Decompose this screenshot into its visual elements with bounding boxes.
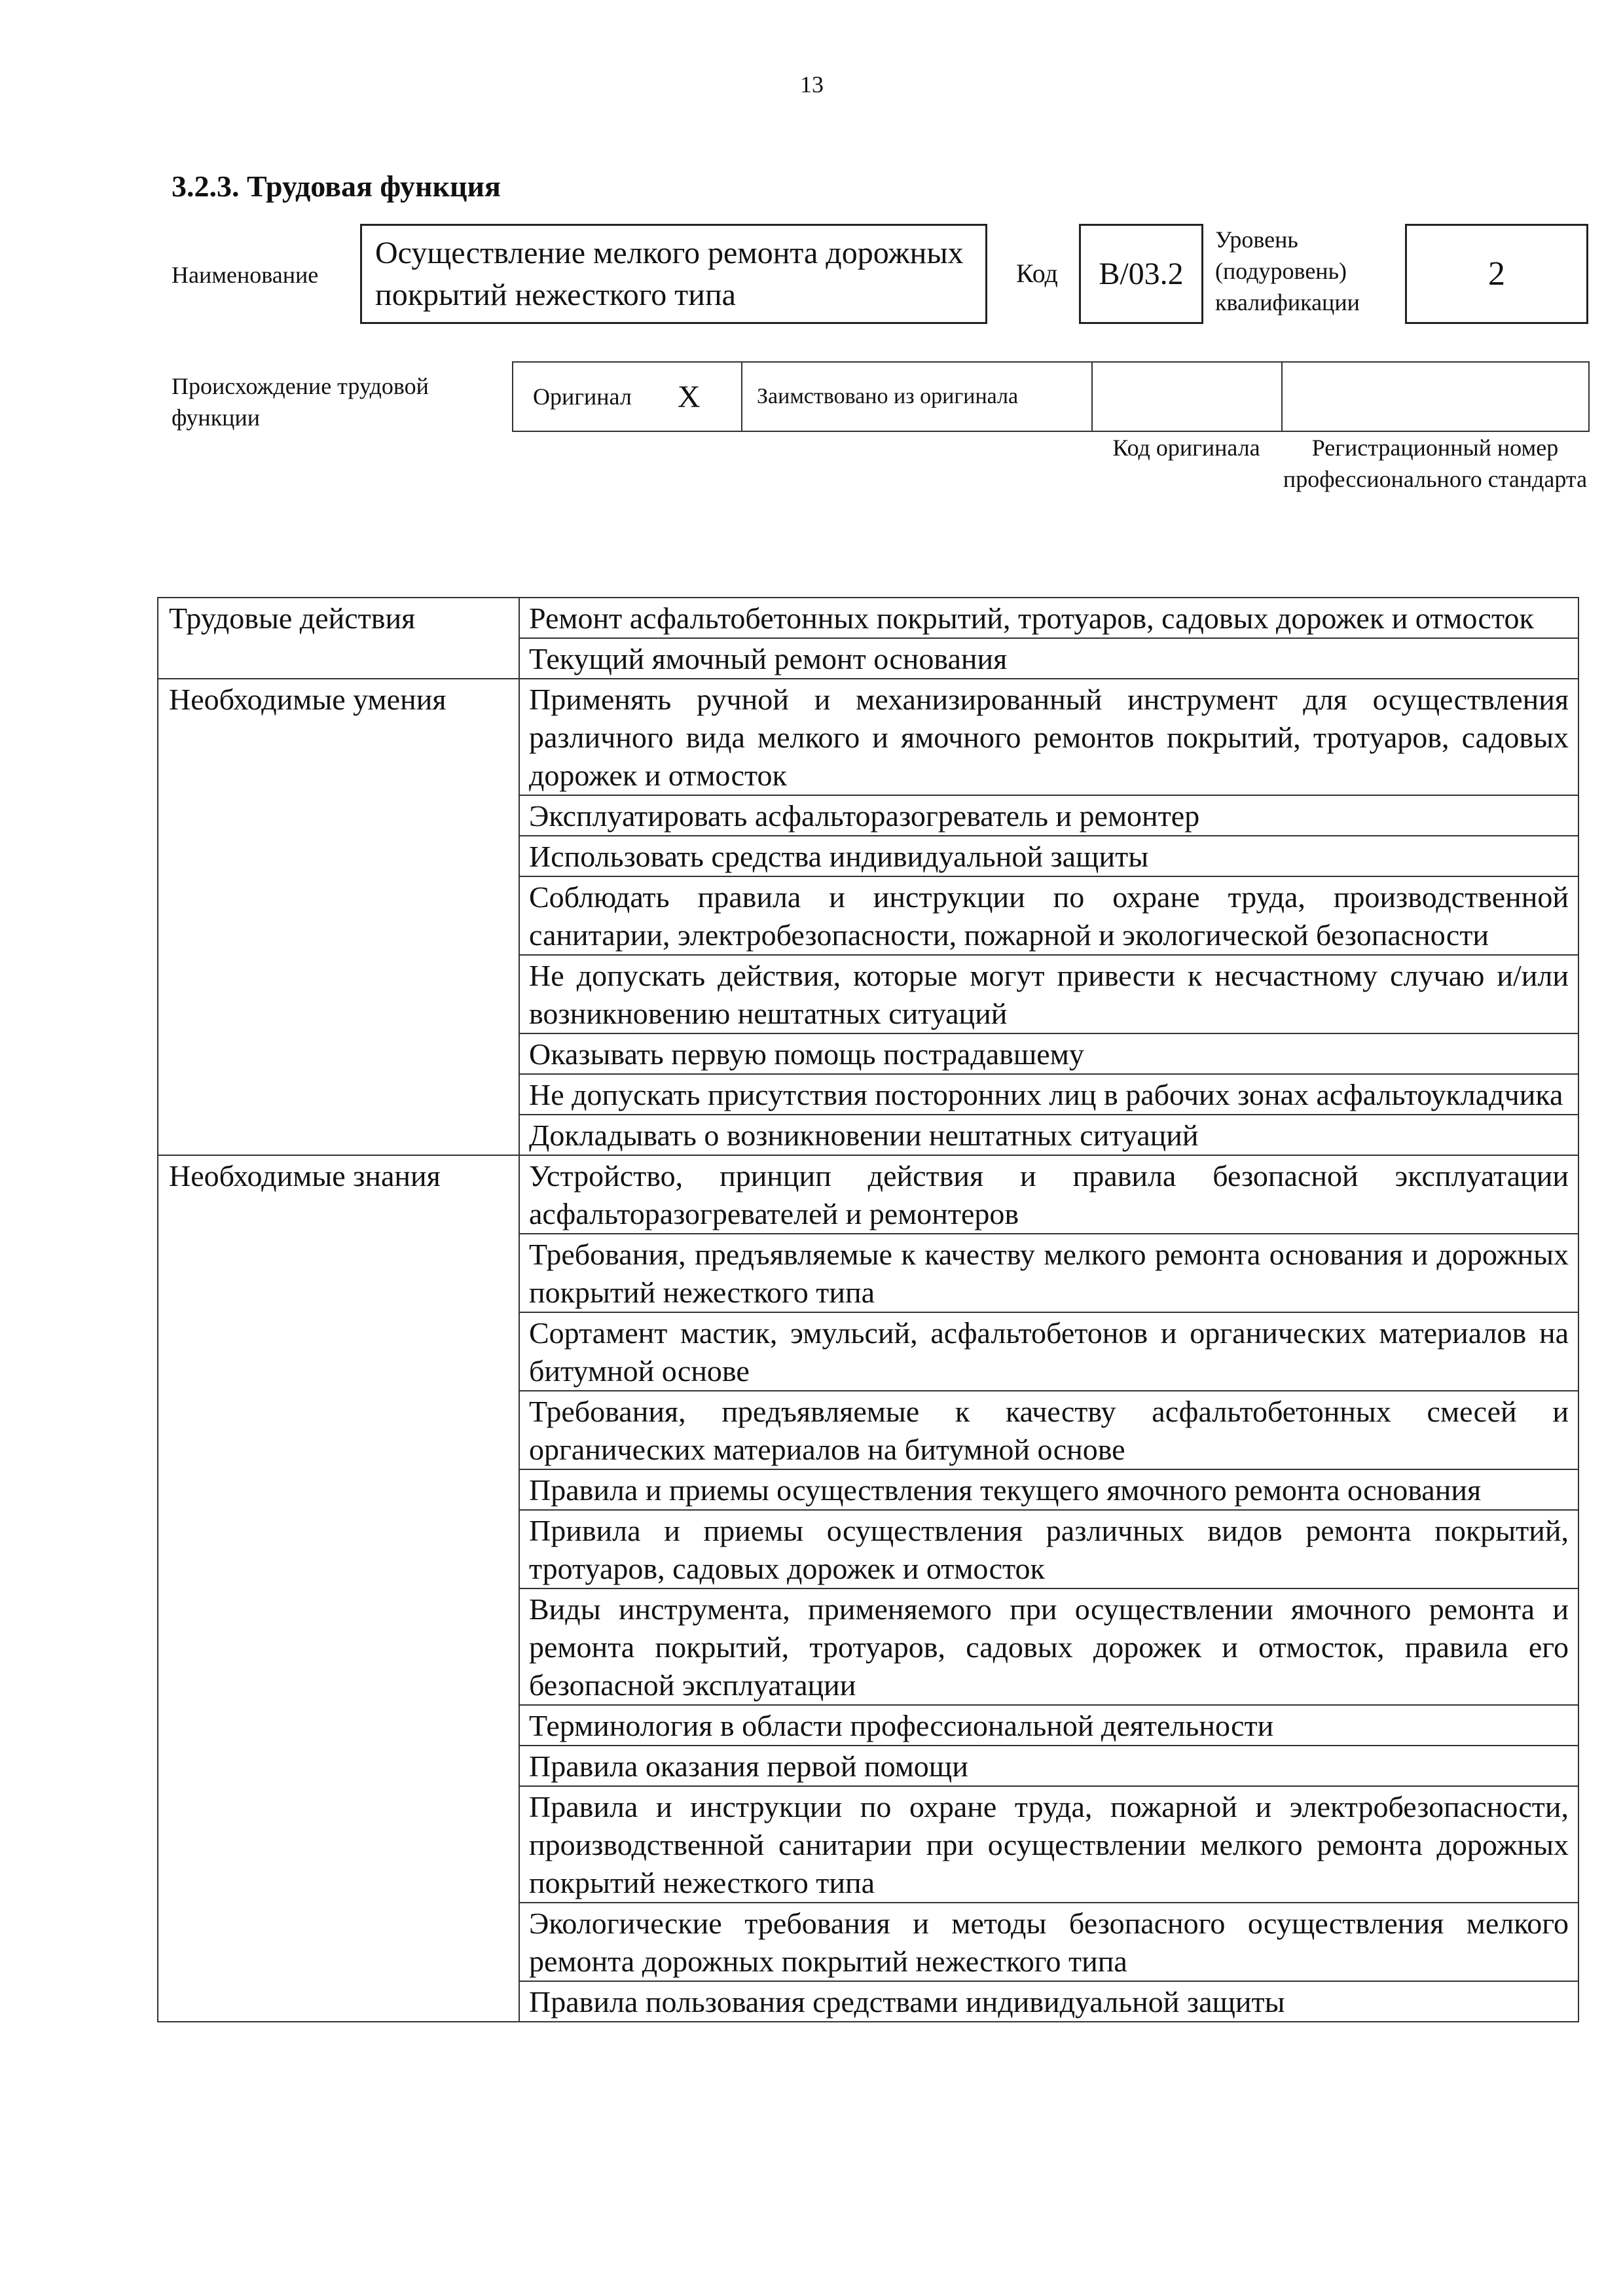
item-cell: Докладывать о возникновении нештатных ситуаций	[519, 1115, 1578, 1155]
item-cell: Виды инструмента, применяемого при осуществлении ямочного ремонта и ремонта покрытий, тротуаров, садовых дорожек и отмосток, правила его безопасной эксплуатации	[519, 1588, 1578, 1705]
item-cell: Правила оказания первой помощи	[519, 1746, 1578, 1786]
item-cell: Применять ручной и механизированный инструмент для осуществления различного вида мелкого и ямочного ремонтов покрытий, тротуаров, садовых дорожек и отмосток	[519, 679, 1578, 795]
item-cell: Использовать средства индивидуальной защиты	[519, 836, 1578, 876]
origin-label: Происхождение трудовой функции	[172, 373, 429, 431]
item-cell: Экологические требования и методы безопасного осуществления мелкого ремонта дорожных покрытий нежесткого типа	[519, 1903, 1578, 1981]
name-label: Наименование	[172, 262, 319, 288]
section-title: 3.2.3. Трудовая функция	[172, 170, 501, 203]
item-cell: Требования, предъявляемые к качеству мелкого ремонта основания и дорожных покрытий нежесткого типа	[519, 1234, 1578, 1312]
origin-code-caption: Код оригинала	[1112, 435, 1260, 461]
item-cell: Устройство, принцип действия и правила безопасной эксплуатации асфальторазогревателей и ремонтеров	[519, 1155, 1578, 1234]
item-cell: Не допускать действия, которые могут привести к несчастному случаю и/или возникновению нештатных ситуаций	[519, 955, 1578, 1033]
item-cell: Терминология в области профессиональной деятельности	[519, 1705, 1578, 1746]
function-code-box: B/03.2	[1079, 224, 1203, 324]
category-cell: Необходимые умения	[158, 679, 519, 1155]
item-cell: Эксплуатировать асфальторазогреватель и ремонтер	[519, 795, 1578, 836]
origin-table	[512, 361, 1590, 432]
origin-borrowed-cell: Заимствовано из оригинала	[742, 363, 1093, 431]
table-row	[158, 598, 1578, 638]
item-cell: Оказывать первую помощь пострадавшему	[519, 1033, 1578, 1074]
item-cell: Ремонт асфальтобетонных покрытий, тротуаров, садовых дорожек и отмосток	[519, 598, 1578, 638]
item-cell: Правила и приемы осуществления текущего ямочного ремонта основания	[519, 1469, 1578, 1510]
item-cell: Привила и приемы осуществления различных видов ремонта покрытий, тротуаров, садовых дорожек и отмосток	[519, 1510, 1578, 1588]
origin-reg-caption: Регистрационный номер профессионального стандарта	[1283, 435, 1588, 492]
function-name-box: Осуществление мелкого ремонта дорожных покрытий нежесткого типа	[360, 224, 987, 324]
origin-original-label: Оригинал	[533, 384, 632, 410]
item-cell: Сортамент мастик, эмульсий, асфальтобетонов и органических материалов на битумной основе	[519, 1312, 1578, 1391]
item-cell: Текущий ямочный ремонт основания	[519, 638, 1578, 679]
origin-original-cell	[513, 363, 742, 431]
level-label: Уровень (подуровень) квалификации	[1215, 226, 1360, 315]
item-cell: Соблюдать правила и инструкции по охране труда, производственной санитарии, электробезопасности, пожарной и экологической безопасности	[519, 876, 1578, 955]
item-cell: Требования, предъявляемые к качеству асфальтобетонных смесей и органических материалов на битумной основе	[519, 1391, 1578, 1469]
category-cell: Необходимые знания	[158, 1155, 519, 2022]
page-number: 13	[800, 71, 824, 98]
category-cell: Трудовые действия	[158, 598, 519, 679]
item-cell: Правила пользования средствами индивидуальной защиты	[519, 1981, 1578, 2022]
origin-reg-cell	[1283, 363, 1588, 431]
competency-table	[157, 597, 1579, 2022]
item-cell: Правила и инструкции по охране труда, пожарной и электробезопасности, производственной санитарии при осуществлении мелкого ремонта дорожных покрытий нежесткого типа	[519, 1786, 1578, 1903]
table-row	[158, 679, 1578, 795]
table-row	[158, 1155, 1578, 1234]
origin-original-mark: X	[677, 379, 701, 414]
origin-code-cell	[1093, 363, 1283, 431]
level-value-box: 2	[1405, 224, 1588, 324]
code-label: Код	[1016, 259, 1058, 288]
item-cell: Не допускать присутствия посторонних лиц в рабочих зонах асфальтоукладчика	[519, 1074, 1578, 1115]
